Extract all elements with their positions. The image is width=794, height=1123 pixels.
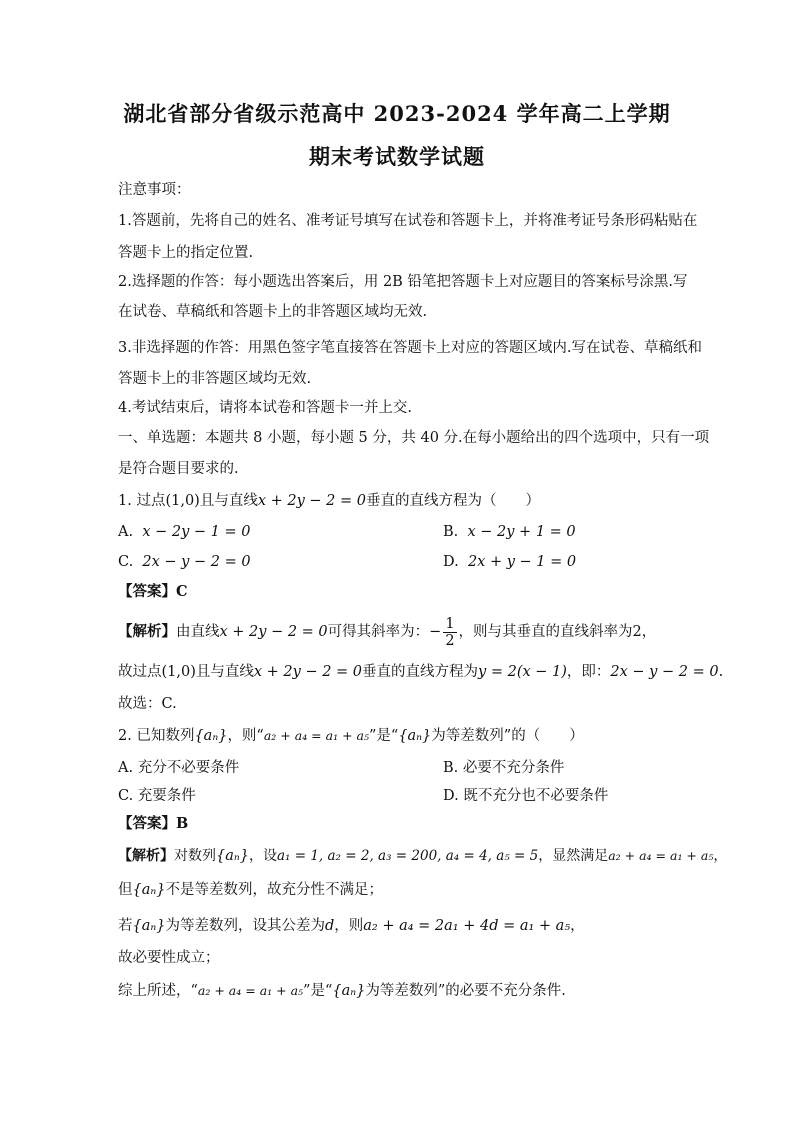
q1-slope-fraction — [443, 616, 456, 649]
notice-item-1a: 1.答题前，先将自己的姓名、准考证号填写在试卷和答题卡上，并将准考证号条形码粘贴在 — [118, 213, 698, 229]
q2-stem — [118, 726, 584, 746]
q2-sol5-condition: a₂ + a₄ = a₁ + a₅ — [197, 983, 304, 998]
q1-option-b-text: x − 2y + 1 = 0 — [467, 524, 576, 540]
q1-solution-line1 — [118, 612, 656, 652]
q2-stem-mid: ，则“ — [227, 728, 264, 744]
q1-slope-denominator: 2 — [445, 632, 455, 649]
q1-stem-mid: 且与直线 — [199, 493, 258, 509]
q2-sol2-b: 不是等差数列，故充分性不满足； — [165, 882, 383, 898]
q1-option-d — [443, 552, 576, 572]
q1-option-a-text: x − 2y − 1 = 0 — [142, 524, 251, 540]
q2-answer: 【答案】B — [118, 815, 189, 832]
q2-sol3-sequence: {aₙ} — [132, 918, 166, 934]
q2-sol5-c: 为等差数列”的必要不充分条件. — [365, 983, 566, 999]
q1-sol1-b: 可得其斜率为： — [327, 624, 430, 640]
q1-stem-pre: 1. 过点 — [118, 493, 166, 509]
q1-option-c — [118, 552, 251, 572]
q2-sol5-a: 综上所述，“ — [118, 983, 198, 999]
q1-point: (1,0) — [165, 493, 200, 509]
notice-item-4: 4.考试结束后，请将本试卷和答题卡一并上交. — [118, 400, 412, 416]
q1-option-d-label: D. — [443, 554, 459, 570]
q2-solution-line1 — [118, 846, 727, 866]
q2-sol5-sequence: {aₙ} — [332, 983, 366, 999]
exam-title-line1: 湖北省部分省级示范高中 2023-2024 学年高二上学期 — [123, 101, 671, 126]
q1-sol1-d: ， — [641, 624, 657, 640]
q1-line-equation: x + 2y − 2 = 0 — [257, 493, 366, 509]
q2-sequence-2: {aₙ} — [398, 728, 432, 744]
q1-sol2-b: 且与直线 — [195, 664, 254, 680]
q2-sol1-condition: a₂ + a₄ = a₁ + a₅ — [608, 848, 714, 863]
q2-sol3-b: 为等差数列，设其公差为 — [165, 918, 325, 934]
notice-item-2b: 在试卷、草稿纸和答题卡上的非答题区域均无效. — [118, 304, 428, 320]
q1-sol1-minus: − — [429, 624, 442, 640]
notice-item-3b: 答题卡上的非答题区域均无效. — [118, 371, 312, 387]
section-heading-line1: 一、单选题：本题共 8 小题，每小题 5 分，共 40 分.在每小题给出的四个选项中，只有一项 — [118, 430, 710, 446]
notice-item-1b: 答题卡上的指定位置. — [118, 245, 254, 261]
q1-sol2-c: 垂直的直线方程为 — [362, 664, 479, 680]
q1-stem — [118, 491, 540, 511]
q1-solution-line2 — [118, 662, 723, 682]
q1-option-c-text: 2x − y − 2 = 0 — [142, 554, 251, 570]
q1-option-b-label: B. — [443, 524, 459, 540]
q1-sol2-e: . — [718, 664, 724, 680]
q2-solution-line2 — [118, 880, 383, 900]
q1-option-c-label: C. — [118, 554, 134, 570]
q1-sol2-final: 2x − y − 2 = 0 — [610, 664, 719, 680]
q1-option-d-text: 2x + y − 1 = 0 — [467, 554, 577, 570]
q2-stem-pre: 2. 已知数列 — [118, 728, 195, 744]
notice-item-3a: 3.非选择题的作答：用黑色签字笔直接答在答题卡上对应的答题区域内.写在试卷、草稿纸和 — [118, 340, 702, 356]
q2-sol1-b: ，设 — [248, 848, 277, 864]
q1-sol1-equation: x + 2y − 2 = 0 — [219, 624, 328, 640]
q2-sol3-c: ，则 — [334, 918, 364, 934]
q2-solution-line3 — [118, 916, 585, 936]
q1-slope-numerator: 1 — [445, 615, 455, 632]
q2-option-c: C. 充要条件 — [118, 788, 196, 804]
q2-solution-line5 — [118, 981, 566, 1001]
notice-item-2a: 2.选择题的作答：每小题选出答案后，用 2B 铅笔把答题卡上对应题目的答案标号涂黑.写 — [118, 274, 688, 290]
q2-sol1-sequence: {aₙ} — [216, 848, 249, 864]
q1-option-a — [118, 522, 250, 542]
q2-sol3-equation: a₂ + a₄ = 2a₁ + 4d = a₁ + a₅ — [363, 918, 571, 934]
q2-sol1-c: ，显然满足 — [538, 848, 609, 864]
q1-option-b — [443, 522, 576, 542]
q2-option-a: A. 充分不必要条件 — [118, 760, 240, 776]
q2-option-d: D. 既不充分也不必要条件 — [443, 788, 609, 804]
q2-option-b: B. 必要不充分条件 — [443, 760, 565, 776]
notice-heading: 注意事项： — [118, 182, 191, 198]
q2-condition: a₂ + a₄ = a₁ + a₅ — [263, 728, 369, 743]
q1-sol2-result: y = 2(x − 1) — [478, 664, 567, 680]
q2-sol2-sequence: {aₙ} — [132, 882, 166, 898]
q1-stem-post: 垂直的直线方程为（ ） — [365, 493, 540, 509]
q1-sol2-equation: x + 2y − 2 = 0 — [253, 664, 363, 680]
q2-sol1-values: a₁ = 1, a₂ = 2, a₃ = 200, a₄ = 4, a₅ = 5 — [276, 848, 539, 864]
q1-sol1-slope: 2 — [632, 624, 642, 640]
q2-solution-line4: 故必要性成立； — [118, 950, 220, 966]
exam-title-line2: 期末考试数学试题 — [309, 144, 485, 169]
q2-sol3-e: ， — [570, 918, 585, 934]
q1-sol1-c: ，则与其垂直的直线斜率为 — [458, 624, 633, 640]
q2-sol5-b: ”是“ — [303, 983, 333, 999]
q2-sol1-a: 对数列 — [174, 848, 216, 864]
q2-solution-label: 【解析】 — [118, 848, 174, 864]
section-heading-line2: 是符合题目要求的. — [118, 461, 239, 477]
q1-sol1-a: 由直线 — [176, 624, 220, 640]
q1-option-a-label: A. — [118, 524, 134, 540]
q2-sol3-common-difference: d — [324, 918, 335, 934]
q1-sol2-a: 故过点 — [118, 664, 162, 680]
q1-sol2-d: ，即： — [566, 664, 611, 680]
q1-sol2-point: (1,0) — [161, 664, 196, 680]
q2-stem-mid2: ”是“ — [368, 728, 399, 744]
q1-conclusion: 故选：C. — [118, 696, 177, 712]
q2-sol1-d: ， — [713, 848, 728, 864]
q2-stem-post: 为等差数列”的（ ） — [431, 728, 584, 744]
q2-sol3-a: 若 — [118, 918, 133, 934]
q2-sequence: {aₙ} — [194, 728, 228, 744]
q1-solution-label: 【解析】 — [118, 623, 176, 640]
q2-sol2-a: 但 — [118, 882, 133, 898]
q1-answer: 【答案】C — [118, 583, 188, 600]
